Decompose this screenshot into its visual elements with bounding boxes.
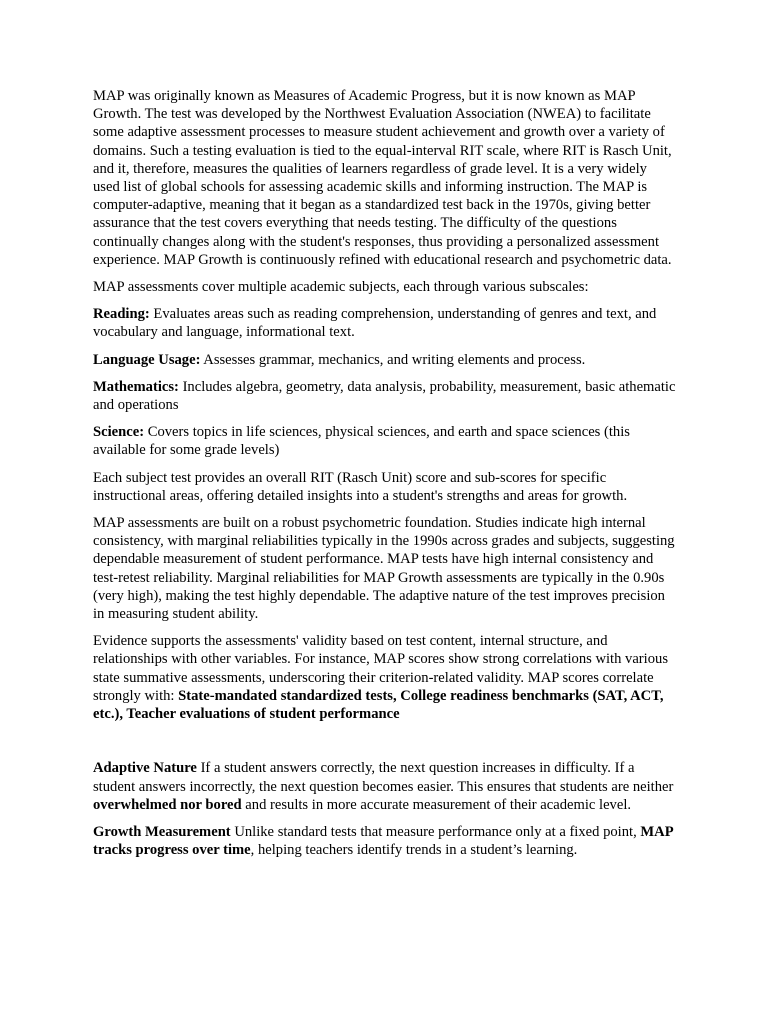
adaptive-nature-text: If a student answers correctly, the next question increases in difficulty. If a student answers incorrectly, the next question becomes easier. This ensures that students are neither: [93, 760, 674, 795]
growth-measurement-emphasis: MAP tracks progress over time: [93, 823, 673, 859]
adaptive-nature-label: Adaptive Nature: [93, 760, 197, 777]
document-body: [93, 87, 677, 868]
adaptive-nature-paragraph: [93, 759, 677, 814]
validity-paragraph: [93, 632, 677, 723]
subject-description: Assesses grammar, mechanics, and writing elements and process.: [200, 351, 586, 368]
subject-description: Covers topics in life sciences, physical sciences, and earth and space sciences (this available for some grade levels): [93, 424, 630, 459]
subject-label: Science:: [93, 424, 145, 441]
reliability-paragraph: MAP assessments are built on a robust psychometric foundation. Studies indicate high internal consistency, with marginal reliabilities typically in the 1990s across grades and subjects, suggesting dependable measurement of student performance. MAP tests have high internal consistency and test-retest reliability. Marginal reliabilities for MAP Growth assessments are typically in the 0.90s (very high), making the test highly dependable. The adaptive nature of the test improves precision in measuring student ability.: [93, 515, 675, 623]
adaptive-nature-text-end: and results in more accurate measurement of their academic level.: [241, 796, 632, 813]
subject-description: Includes algebra, geometry, data analysis, probability, measurement, basic athematic and operations: [93, 378, 676, 414]
validity-correlates: State-mandated standardized tests, College readiness benchmarks (SAT, ACT, etc.), Teacher evaluations of student performance: [93, 687, 664, 723]
adaptive-nature-emphasis: overwhelmed nor bored: [93, 796, 242, 813]
subject-description: Evaluates areas such as reading comprehension, understanding of genres and text, and vocabulary and language, informational text.: [93, 306, 657, 341]
growth-measurement-paragraph: [93, 823, 677, 859]
subject-label: Reading:: [93, 306, 150, 323]
validity-text: Evidence supports the assessments' validity based on test content, internal structure, and relationships with other variables. For instance, MAP scores show strong correlations with various state summative assessments, underscoring their criterion-related validity. MAP scores correlate strongly with:: [93, 633, 668, 704]
rit-scores-paragraph: Each subject test provides an overall RIT (Rasch Unit) score and sub-scores for specific instructional areas, offering detailed insights into a student's strengths and areas for growth.: [93, 469, 628, 504]
intro-paragraph: MAP was originally known as Measures of Academic Progress, but it is now known as MAP Growth. The test was developed by the Northwest Evaluation Association (NWEA) to facilitate some adaptive assessment processes to measure student achievement and growth over a variety of domains. Such a testing evaluation is tied to the equal-interval RIT scale, where RIT is Rasch Unit, and it, therefore, measures the qualities of learners regardless of grade level. It is a very widely used list of global schools for assessing academic skills and informing instruction. The MAP is computer-adaptive, meaning that it began as a standardized test back in the 1970s, giving better assurance that the test covers everything that needs testing. The difficulty of the questions continually changes along with the student's responses, thus providing a personalized assessment experience. MAP Growth is continuously refined with educational research and psychometric data.: [93, 88, 672, 268]
subject-science: [93, 423, 677, 459]
subject-label: Language Usage:: [93, 351, 201, 368]
growth-measurement-text-end: , helping teachers identify trends in a student’s learning.: [250, 842, 578, 859]
subject-mathematics: [93, 378, 677, 414]
growth-measurement-text: Unlike standard tests that measure performance only at a fixed point,: [230, 823, 641, 840]
blank-line: [93, 732, 677, 759]
subjects-intro-paragraph: MAP assessments cover multiple academic subjects, each through various subscales:: [93, 279, 589, 296]
growth-measurement-label: Growth Measurement: [93, 823, 231, 840]
subject-language-usage: [93, 351, 677, 369]
subject-label: Mathematics:: [93, 378, 179, 395]
subject-reading: [93, 305, 677, 341]
